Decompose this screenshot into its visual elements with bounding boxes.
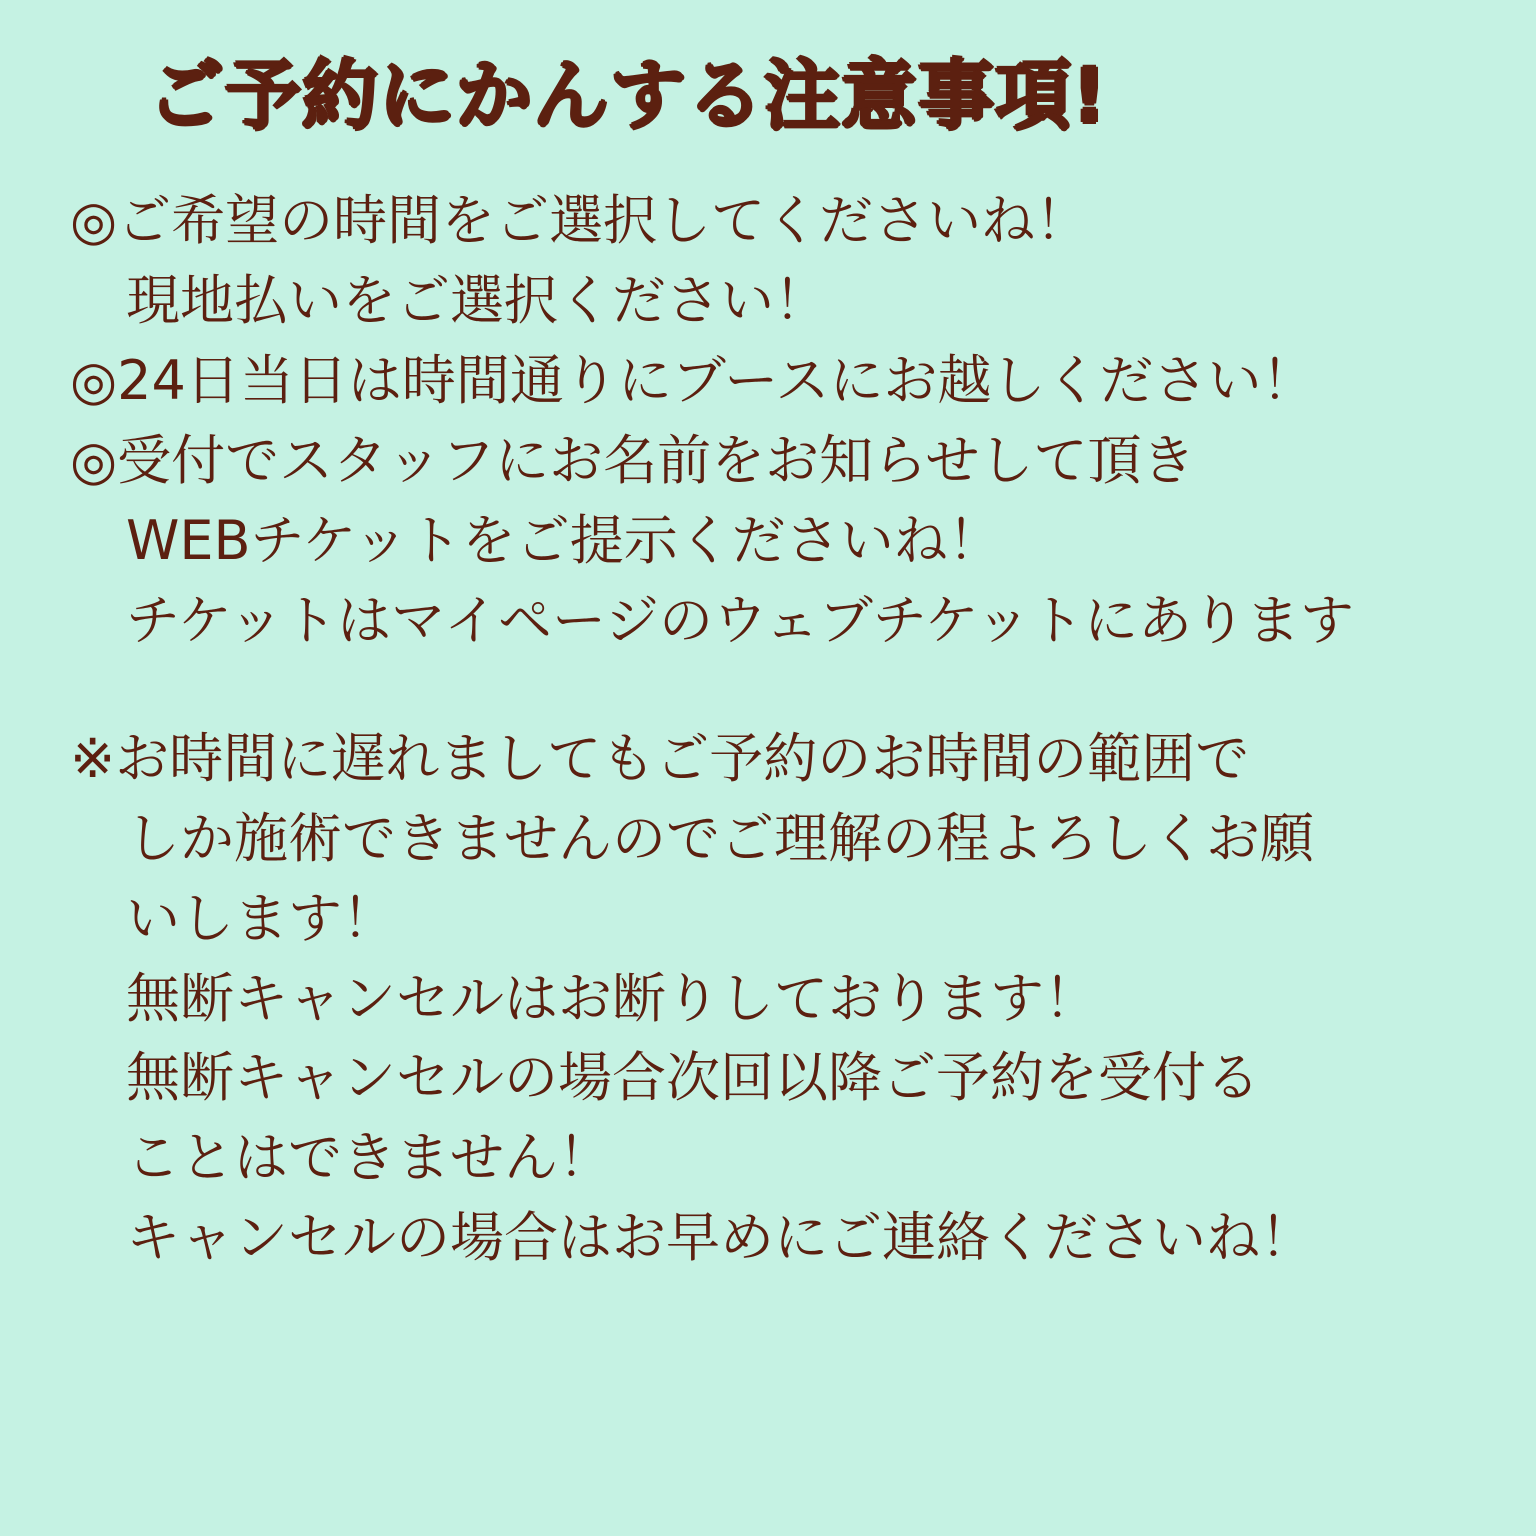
page-title: ご予約にかんする注意事項! xyxy=(148,51,1108,140)
notice-line: 無断キャンセルはお断りしております！ xyxy=(126,966,1098,1030)
notice-line: 現地払いをご選択ください！ xyxy=(126,269,828,333)
notice-line: ◎受付でスタッフにお名前をお知らせして頂き xyxy=(70,429,1196,493)
notice-line: ◎24日当日は時間通りにブースにお越しください！ xyxy=(70,349,1316,413)
notice-line: チケットはマイページのウェブチケットにあります xyxy=(126,588,1354,652)
notice-line: ことはできません！ xyxy=(126,1126,612,1190)
notice-line: ※お時間に遅れましてもご予約のお時間の範囲で xyxy=(70,726,1250,790)
notice-line: 無断キャンセルの場合次回以降ご予約を受付る xyxy=(126,1046,1260,1110)
notice-line: いします！ xyxy=(126,886,396,950)
notice-section-cancellation xyxy=(70,719,1476,1278)
notice-line: しか施術できませんのでご理解の程よろしくお願 xyxy=(126,806,1314,870)
notice-section-reservation xyxy=(70,181,1476,660)
notice-line: ◎ご希望の時間をご選択してくださいね！ xyxy=(70,189,1090,253)
notice-line: キャンセルの場合はお早めにご連絡くださいね！ xyxy=(126,1206,1314,1270)
notice-line: WEBチケットをご提示くださいね！ xyxy=(126,509,1002,573)
section-spacer xyxy=(70,661,1476,719)
